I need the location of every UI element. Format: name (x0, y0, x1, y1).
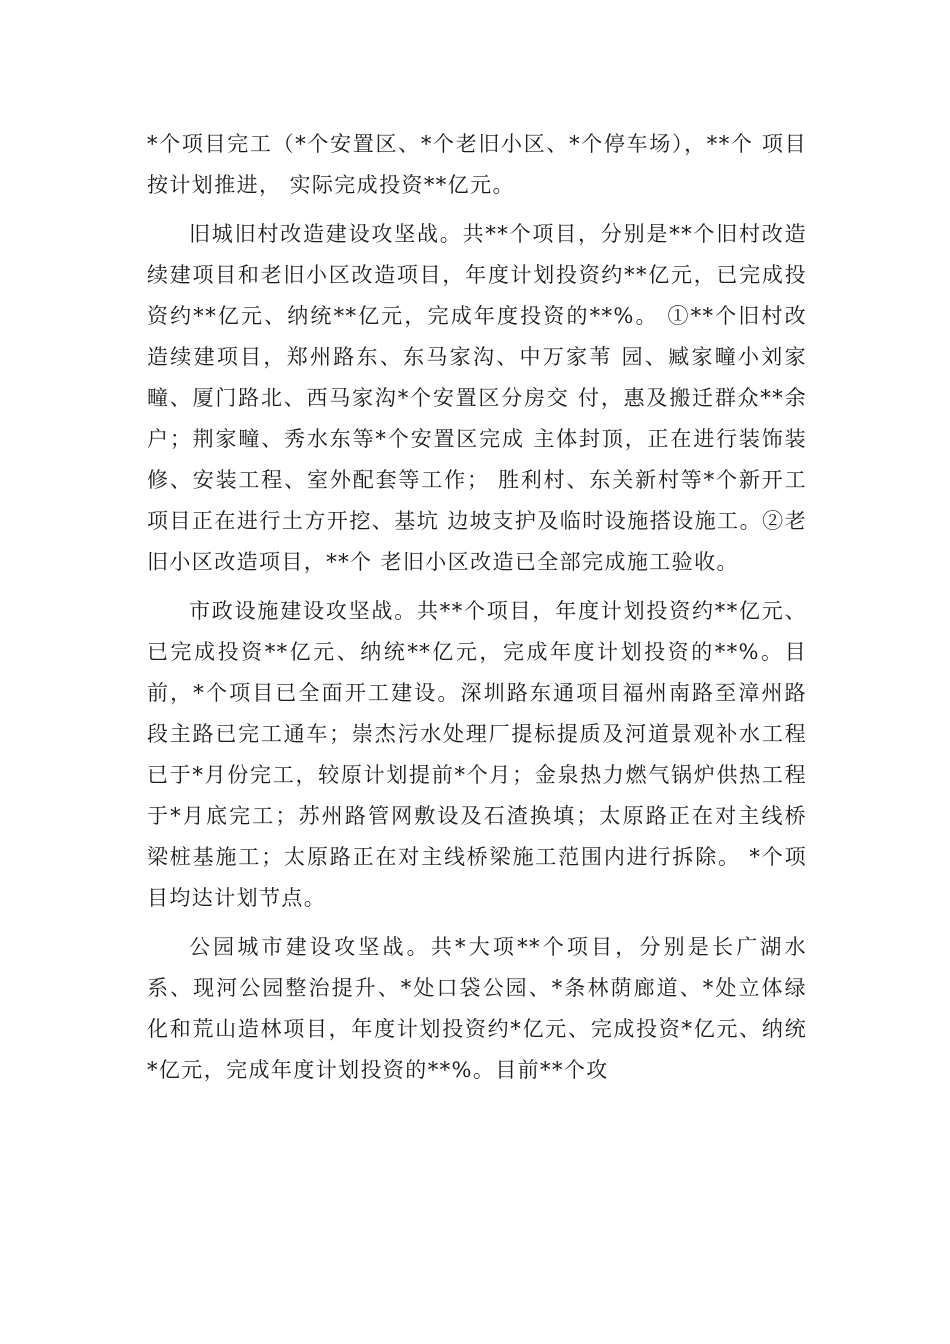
document-body (147, 124, 807, 1099)
paragraph-municipal-facilities: 市政设施建设攻坚战。共**个项目，年度计划投资约**亿元、已完成投资**亿元、纳统**亿元，完成年度计划投资的**%。目前，*个项目已全面开工建设。深圳路东通项目福州南路至漳州路段主路已完工通车；崇杰污水处理厂提标提质及河道景观补水工程已于*月份完工，较原计划提前*个月；金泉热力燃气锅炉供热工程于*月底完工；苏州路管网敷设及石渣换填；太原路正在对主线桥梁桩基施工；太原路正在对主线桥梁施工范围内进行拆除。 *个项目均达计划节点。 (147, 599, 807, 910)
paragraph-old-town-renovation: 旧城旧村改造建设攻坚战。共**个项目，分别是**个旧村改造续建项目和老旧小区改造项目，年度计划投资约**亿元，已完成投资约**亿元、纳统**亿元，完成年度投资的**%。 ①**个旧村改造续建项目，郑州路东、东马家沟、中万家苇 园、臧家疃小刘家疃、厦门路北、西马家沟*个安置区分房交 付，惠及搬迁群众**余户；荆家疃、秀水东等*个安置区完成 主体封顶，正在进行装饰装修、安装工程、室外配套等工作； 胜利村、东关新村等*个新开工项目正在进行土方开挖、基坑 边坡支护及临时设施搭设施工。②老旧小区改造项目，**个 老旧小区改造已全部完成施工验收。 (147, 222, 807, 574)
paragraph-project-completion: *个项目完工（*个安置区、*个老旧小区、*个停车场），**个 项目按计划推进， 实际完成投资**亿元。 (147, 132, 807, 197)
paragraph-park-city: 公园城市建设攻坚战。共*大项**个项目，分别是长广湖水系、现河公园整治提升、*处口袋公园、*条林荫廊道、*处立体绿化和荒山造林项目，年度计划投资约*亿元、完成投资*亿元、纳统*亿元，完成年度计划投资的**%。目前**个攻 (147, 935, 807, 1082)
